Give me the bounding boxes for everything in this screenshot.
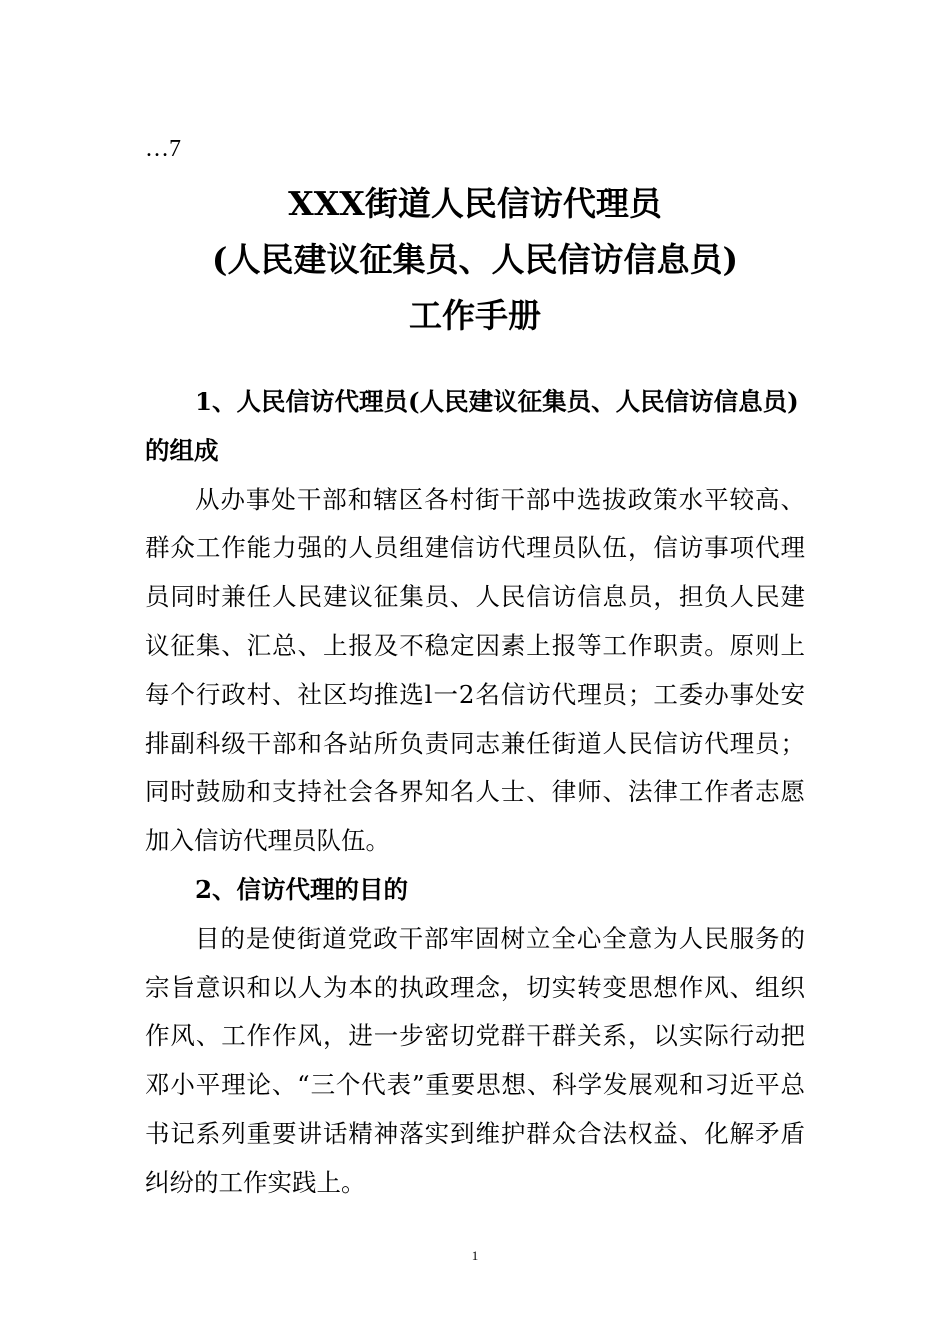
section-2-heading: 2、信访代理的目的 <box>195 874 409 904</box>
section-1-heading: 1、人民信访代理员(人民建议征集员、人民信访信息员)的组成 <box>145 387 799 465</box>
document-body <box>145 378 805 1208</box>
title-line-2: (人民建议征集员、人民信访信息员) <box>211 240 739 279</box>
section-1-paragraph: 从办事处干部和辖区各村街干部中选拔政策水平较高、群众工作能力强的人员组建信访代理员队伍，信访事项代理员同时兼任人民建议征集员、人民信访信息员，担负人民建议征集、汇总、上报及不稳定因素上报等工作职责。原则上每个行政村、社区均推选l一2名信访代理员；工委办事处安排副科级干部和各站所负责同志兼任街道人民信访代理员；同时鼓励和支持社会各界知名人士、律师、法律工作者志愿加入信访代理员队伍。 <box>145 484 805 856</box>
page-number: 1 <box>471 1248 479 1263</box>
title-line-1: XXX街道人民信访代理员 <box>288 184 662 223</box>
toc-fragment: …7 <box>145 136 181 162</box>
section-2-paragraph: 目的是使街道党政干部牢固树立全心全意为人民服务的宗旨意识和以人为本的执政理念，切实转变思想作风、组织作风、工作作风，进一步密切党群干群关系，以实际行动把邓小平理论、“三个代表”重要思想、科学发展观和习近平总书记系列重要讲话精神落实到维护群众合法权益、化解矛盾纠纷的工作实践上。 <box>145 923 805 1197</box>
document-title <box>145 176 805 344</box>
title-line-3: 工作手册 <box>409 296 541 335</box>
